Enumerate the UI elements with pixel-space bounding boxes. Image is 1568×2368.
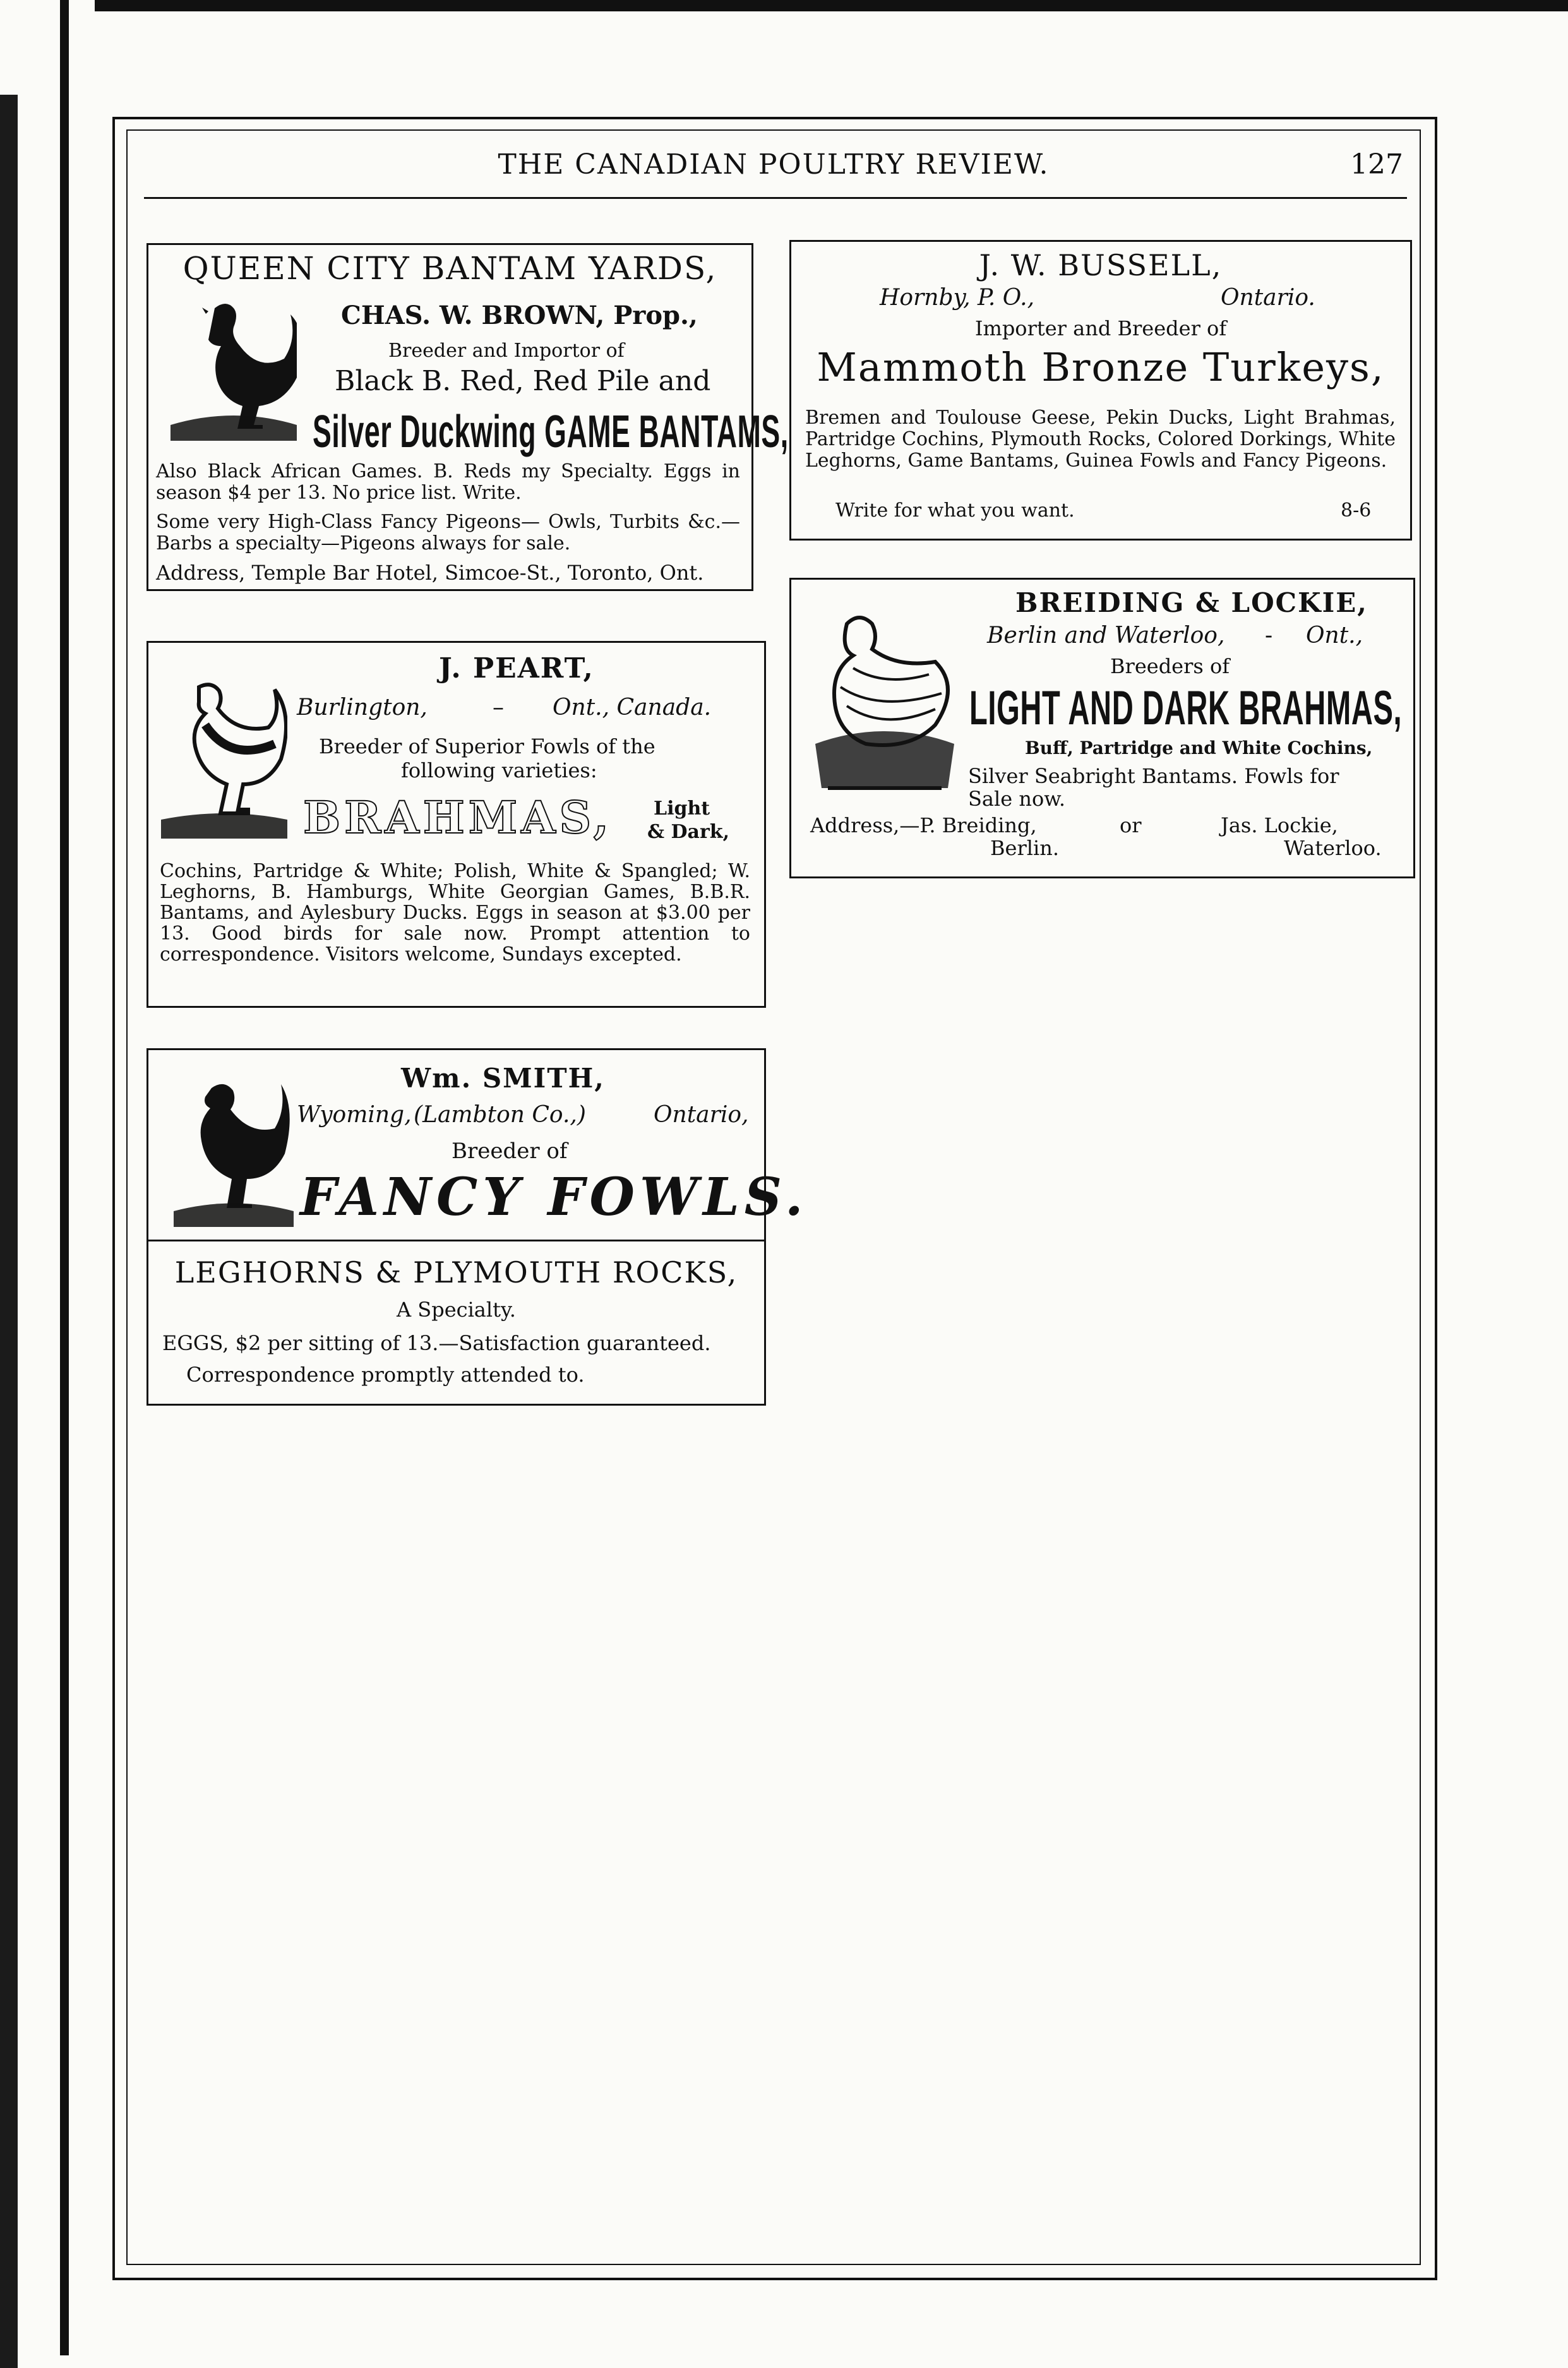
ad-smith	[147, 1048, 808, 1406]
ad-peart	[147, 641, 766, 1008]
rooster-icon	[161, 674, 287, 839]
ad-dash: -	[1265, 623, 1273, 649]
ad-subheadline: LEGHORNS & PLYMOUTH ROCKS,	[174, 1255, 738, 1289]
ad-divider	[148, 1240, 764, 1241]
ad-line: Correspondence promptly attended to.	[186, 1363, 585, 1387]
ad-place: Wyoming,	[297, 1102, 412, 1128]
ad-title: QUEEN CITY BANTAM YARDS,	[183, 250, 717, 287]
ad-line: Breeder of Superior Fowls of the	[319, 734, 655, 758]
ad-line: following varieties:	[401, 758, 597, 782]
ad-body-2: Some very High-Class Fancy Pigeons— Owls, Turbits &c.—Barbs a specialty—Pigeons always for sale.	[156, 511, 740, 554]
ad-place: Hornby, P. O.,	[880, 285, 1035, 311]
hen-icon	[803, 599, 961, 801]
ad-province: Ont., Canada.	[553, 695, 712, 721]
ad-place: Berlin and Waterloo,	[987, 623, 1225, 649]
ad-dash: –	[493, 695, 504, 721]
ad-province: Ontario.	[1221, 285, 1315, 311]
ad-line: Black B. Red, Red Pile and	[335, 365, 711, 397]
ad-address: Address, Temple Bar Hotel, Simcoe-St., Toronto, Ont.	[156, 561, 704, 585]
ad-address: Address,—P. Breiding,	[810, 813, 1037, 837]
rooster-icon	[174, 1075, 294, 1227]
rooster-icon	[171, 296, 297, 441]
ad-proprietor: CHAS. W. BROWN, Prop.,	[341, 301, 698, 330]
ad-address-2: Jas. Lockie,	[1221, 813, 1338, 837]
ad-line: A Specialty.	[397, 1298, 516, 1322]
ad-name: J. W. BUSSELL,	[979, 248, 1223, 282]
ad-headline: BRAHMAS,	[303, 791, 613, 844]
ad-headline: Mammoth Bronze Turkeys,	[817, 344, 1385, 390]
header-rule	[144, 197, 1407, 199]
journal-title: THE CANADIAN POULTRY REVIEW.	[498, 148, 1050, 181]
ad-side: Light	[654, 798, 710, 820]
ad-line: Breeders of	[1110, 654, 1230, 678]
ad-place: Burlington,	[297, 695, 428, 721]
ad-province: Ontario,	[654, 1102, 749, 1128]
ad-county: (Lambton Co.,)	[414, 1102, 586, 1128]
ad-name: J. PEART,	[439, 652, 594, 685]
ad-headline: LIGHT AND DARK BRAHMAS,	[969, 681, 1403, 735]
ad-line: Buff, Partridge and White Cochins,	[1025, 738, 1373, 758]
page-edge-shadow	[0, 95, 18, 2368]
ad-address-4: Waterloo.	[1284, 836, 1382, 860]
ad-line: Breeder of	[452, 1139, 568, 1164]
ad-headline: FANCY FOWLS.	[300, 1167, 808, 1228]
ad-bussell	[789, 240, 1412, 541]
ad-or: or	[1120, 813, 1142, 837]
ad-line: Importer and Breeder of	[974, 316, 1227, 340]
ad-breiding-lockie	[789, 578, 1415, 878]
ad-queen-city-bantam-yards	[147, 243, 789, 591]
ad-province: Ont.,	[1306, 623, 1363, 649]
ad-body: Bremen and Toulouse Geese, Pekin Ducks, Light Brahmas, Partridge Cochins, Plymouth Rocks, Colored Dorkings, White Leghorns, Game Bantams, Guinea Fowls and Fancy Pigeons.	[805, 407, 1396, 472]
top-rule	[95, 0, 1568, 11]
ad-footer: Write for what you want.	[835, 499, 1075, 522]
ad-name: BREIDING & LOCKIE,	[1015, 587, 1368, 618]
ad-name: Wm. SMITH,	[401, 1063, 605, 1094]
ad-address-3: Berlin.	[990, 836, 1059, 860]
ad-line: EGGS, $2 per sitting of 13.—Satisfaction guaranteed.	[162, 1331, 711, 1355]
ad-line: Silver Seabright Bantams. Fowls for	[968, 764, 1339, 788]
page-number: 127	[1350, 148, 1403, 181]
ad-code: 8-6	[1341, 499, 1372, 522]
ad-side: & Dark,	[647, 821, 730, 843]
binding-rule	[60, 0, 69, 2355]
ad-line: Breeder and Importor of	[388, 340, 625, 362]
page-header	[133, 142, 1415, 186]
ad-headline: Silver Duckwing GAME BANTAMS,	[313, 407, 789, 457]
ad-line: Sale now.	[968, 787, 1065, 811]
ad-body: Also Black African Games. B. Reds my Specialty. Eggs in season $4 per 13. No price list. Write.	[156, 460, 740, 504]
ad-body: Cochins, Partridge & White; Polish, White & Spangled; W. Leghorns, B. Hamburgs, White Georgian Games, B.B.R. Bantams, and Aylesbury Ducks. Eggs in season at $3.00 per 13. Good birds for sale now. Prompt attention to correspondence. Visitors welcome, Sundays excepted.	[160, 860, 750, 966]
